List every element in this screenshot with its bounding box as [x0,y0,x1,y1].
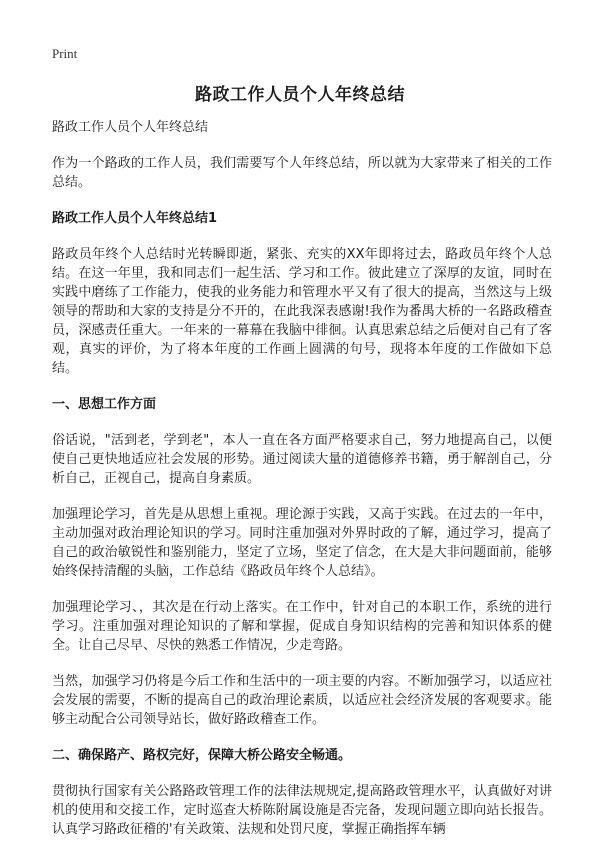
subsection-heading: 一、思想工作方面 [52,397,157,412]
intro-paragraph: 作为一个路政的工作人员，我们需要写个人年终总结，所以就为大家带来了相关的工作总结。 [52,156,552,190]
body-paragraph: 俗话说，"活到老，学到老"，本人一直在各方面严格要求自己，努力地提高自己，以便使自己更快地适应社会发展的形势。通过阅读大量的道德修养书籍，勇于解剖自己，分析自己，正视自己，提高自身素质。 [52,433,552,486]
body-paragraph: 路政员年终个人总结时光转瞬即逝，紧张、充实的XX年即将过去，路政员年终个人总结。在这一年里，我和同志们一起生活、学习和工作。彼此建立了深厚的友谊，同时在实践中磨练了工作能力，使我的业务能力和管理水平又有了很大的提高，当然这与上级领导的帮助和大家的支持是分不开的，在此我深表感谢!我作为番禺大桥的一名路政稽查员，深感责任重大。一年来的一幕幕在我脑中徘徊。认真思索总结之后便对自己有了客观，真实的评价，为了将本年度的工作画上圆满的句号，现将本年度的工作做如下总结。 [52,247,552,376]
body-paragraph: 贯彻执行国家有关公路路政管理工作的法律法规规定,提高路政管理水平，认真做好对讲机的使用和交接工作，定时巡查大桥陈附属设施是否完备，发现问题立即向站长报告。认真学习路政征稽的'有关政策、法规和处罚尺度，掌握正确指挥车辆 [52,784,552,837]
print-label: Print [52,46,78,61]
body-paragraph: 当然，加强学习仍将是今后工作和生活中的一项主要的内容。不断加强学习，以适应社会发展的需要，不断的提高自己的政治理论素质，以适应社会经济发展的客观要求。能够主动配合公司领导站长，做好路政稽查工作。 [52,674,552,727]
document-title: 路政工作人员个人年终总结 [195,85,405,105]
document-subtitle: 路政工作人员个人年终总结 [52,120,209,135]
subsection-heading: 二、确保路产、路权完好，保障大桥公路安全畅通。 [52,748,352,763]
document-body [52,118,552,856]
body-paragraph: 加强理论学习，首先是从思想上重视。理论源于实践，又高于实践。在过去的一年中，主动加强对政治理论知识的学习。同时注重加强对外界时政的了解，通过学习，提高了自己的政治敏锐性和鉴别能力，坚定了立场，坚定了信念，在大是大非问题面前，能够始终保持清醒的头脑，工作总结《路政员年终个人总结》。 [52,507,552,579]
body-paragraph: 加强理论学习、，其次是在行动上落实。在工作中，针对自己的本职工作，系统的进行学习。注重加强对理论知识的了解和掌握，促成自身知识结构的完善和知识体系的健全。让自己尽早、尽快的熟悉工作情况，少走弯路。 [52,600,552,653]
section-heading: 路政工作人员个人年终总结1 [52,211,218,226]
